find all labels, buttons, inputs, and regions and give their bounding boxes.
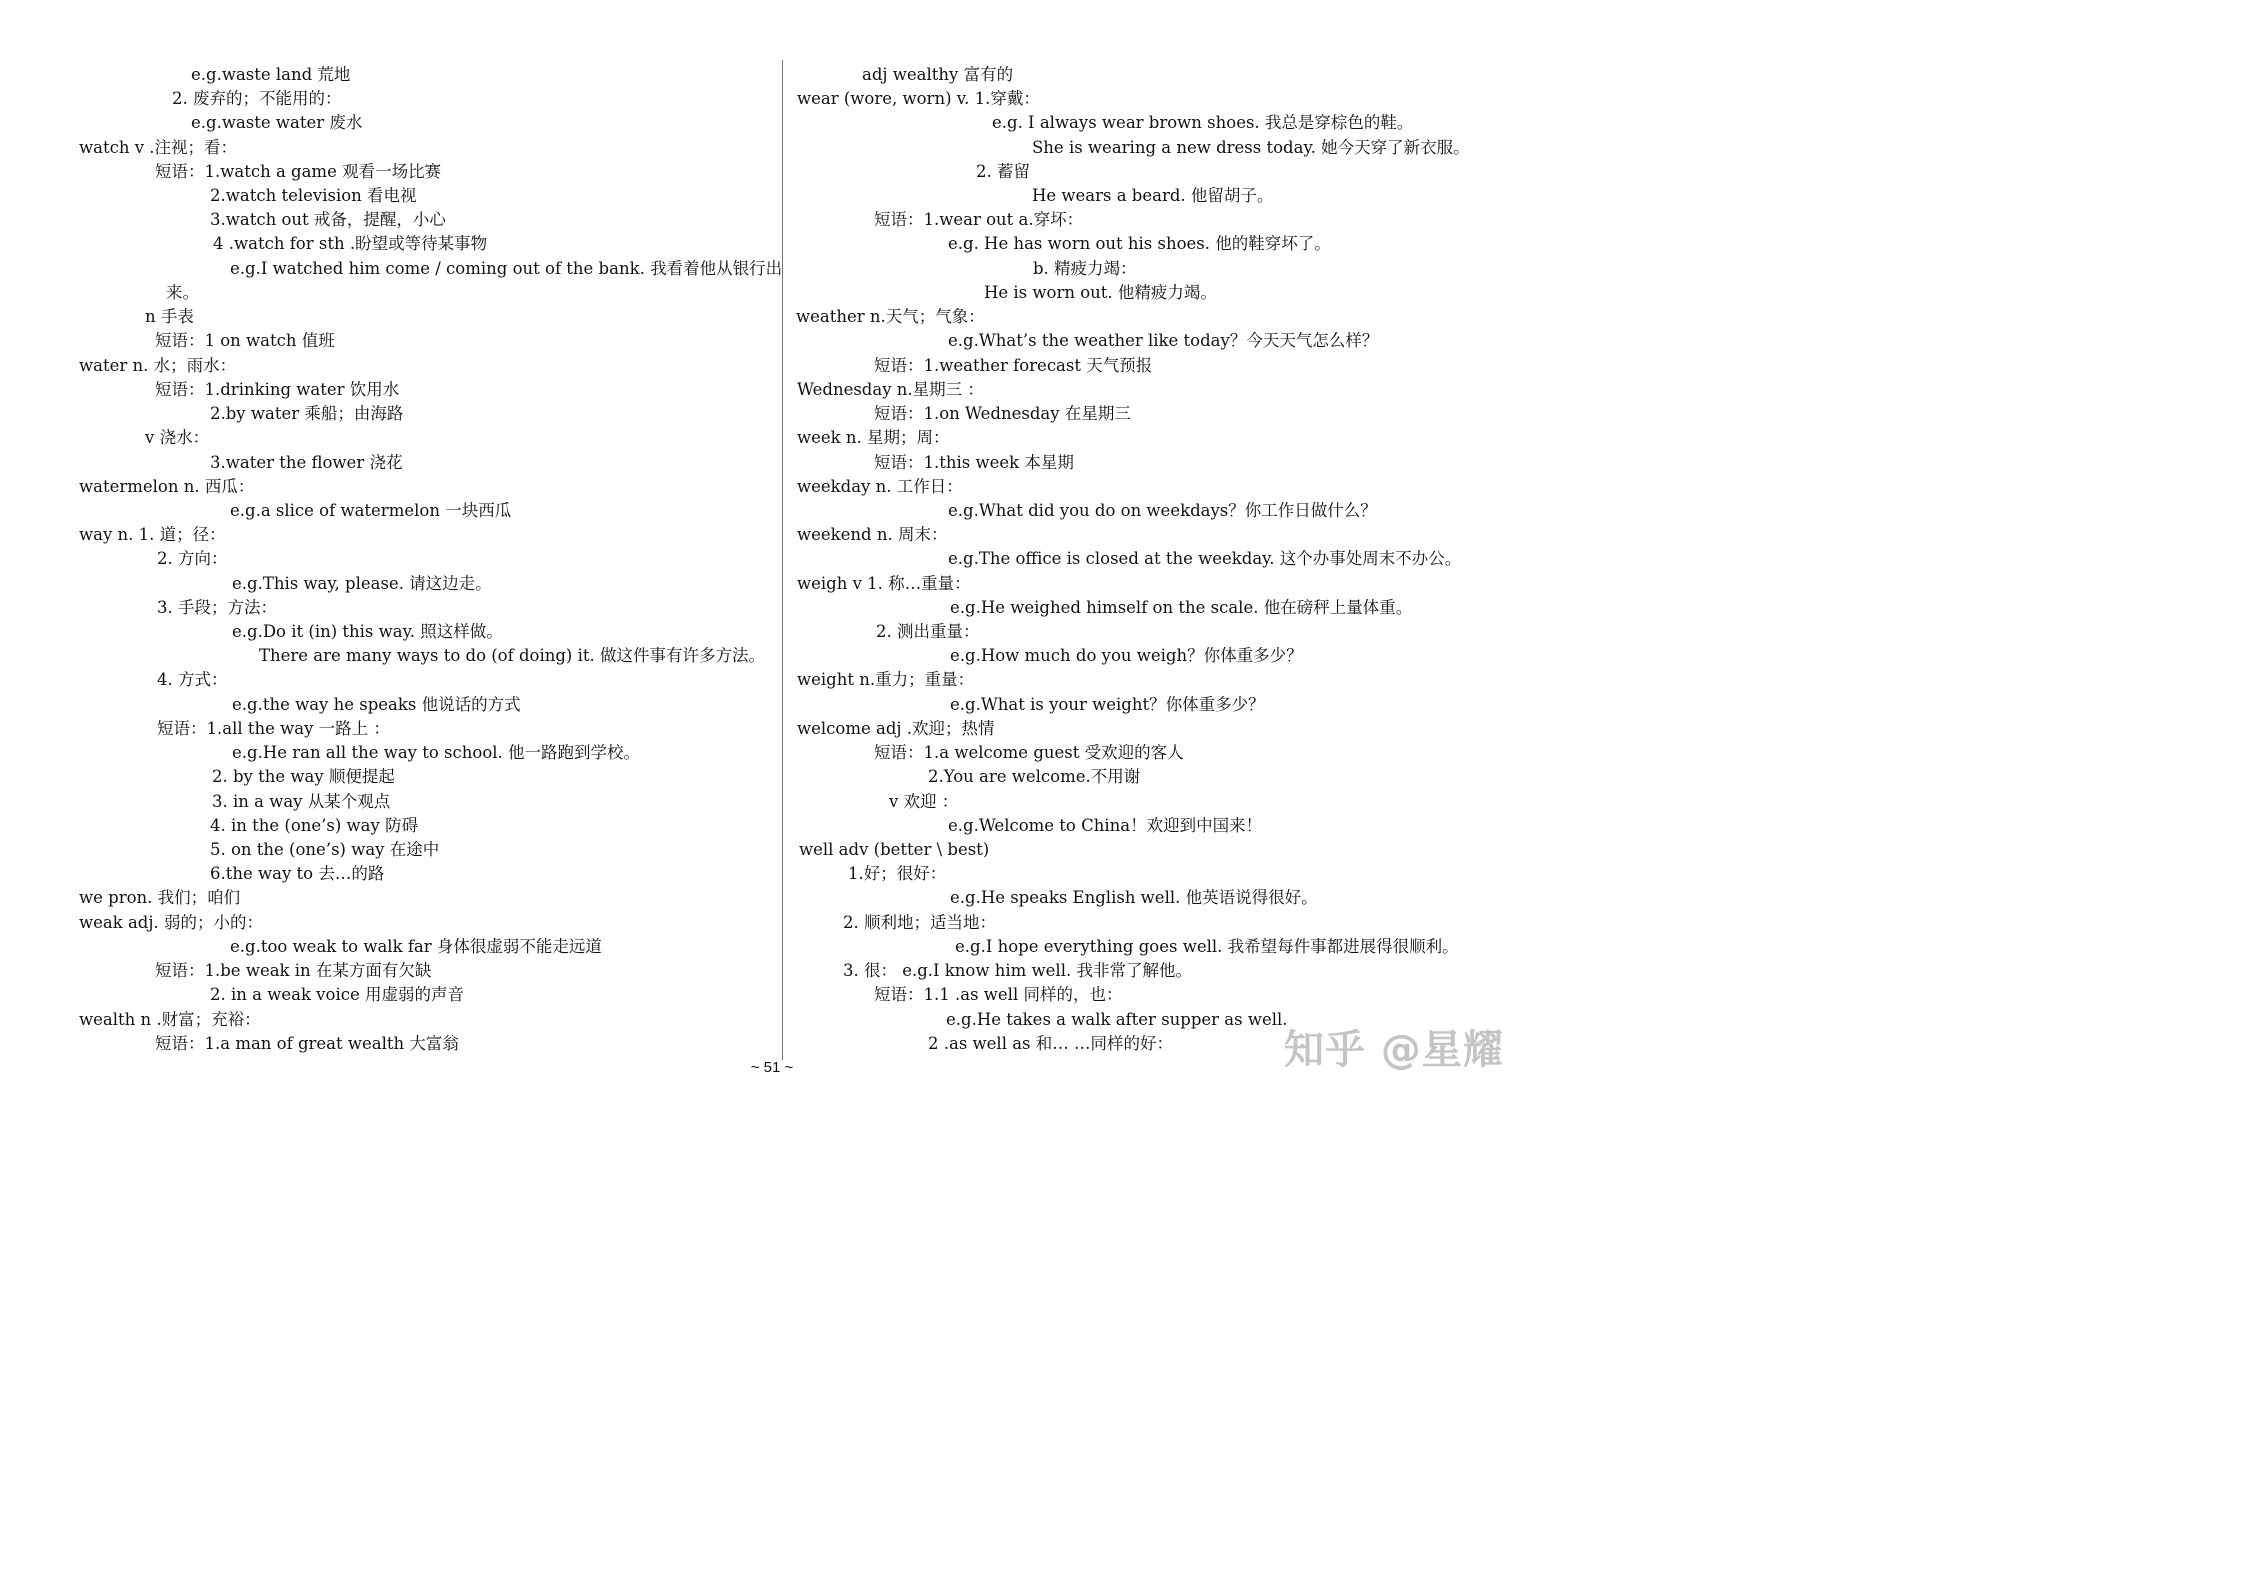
phrase-line: 短语：1.wear out a.穿坏： <box>874 210 1084 229</box>
example-line: e.g. I always wear brown shoes. 我总是穿棕色的鞋。 <box>992 113 1414 132</box>
example-line: e.g.too weak to walk far 身体很虚弱不能走远道 <box>230 937 602 956</box>
phrase-line: 短语：1.on Wednesday 在星期三 <box>874 404 1131 423</box>
example-line: e.g.The office is closed at the weekday. 这个办事处周末不办公。 <box>948 549 1462 568</box>
sense-line: 2. 测出重量： <box>876 622 980 641</box>
phrase-line: 短语：1.this week 本星期 <box>874 453 1074 472</box>
example-line: e.g.Do it (in) this way. 照这样做。 <box>232 622 503 641</box>
example-line: There are many ways to do (of doing) it. 做这件事有许多方法。 <box>259 646 766 665</box>
headword-weather: weather n.天气；气象： <box>796 307 985 326</box>
page-number: ~ 51 ~ <box>750 1059 794 1076</box>
dictionary-page <box>0 0 1544 1094</box>
headword-wear: wear (wore, worn) v. 1.穿戴： <box>797 89 1040 108</box>
example-line: He is worn out. 他精疲力竭。 <box>984 283 1217 302</box>
example-line: e.g.What’s the weather like today？今天天气怎么样？ <box>948 331 1379 350</box>
sense-line: 2. 废弃的；不能用的： <box>172 89 342 108</box>
phrase-line: 2. by the way 顺便提起 <box>212 767 395 786</box>
headword-weak: weak adj. 弱的；小的： <box>79 913 263 932</box>
example-line: e.g.This way, please. 请这边走。 <box>232 574 492 593</box>
headword-water: water n. 水；雨水： <box>79 356 237 375</box>
phrase-line: 4 .watch for sth .盼望或等待某事物 <box>213 234 488 253</box>
phrase-line: 3.water the flower 浇花 <box>210 453 403 472</box>
example-line: e.g.waste land 荒地 <box>191 65 351 84</box>
example-line: She is wearing a new dress today. 她今天穿了新衣服。 <box>1032 138 1470 157</box>
phrase-line: 2 .as well as 和… …同样的好： <box>928 1034 1174 1053</box>
example-line: e.g.waste water 废水 <box>191 113 363 132</box>
sense-line: 1.好；很好： <box>848 864 947 883</box>
phrase-line: 短语：1.be weak in 在某方面有欠缺 <box>155 961 432 980</box>
phrase-line: 短语：1 on watch 值班 <box>155 331 335 350</box>
phrase-line: 短语：1.drinking water 饮用水 <box>155 380 400 399</box>
phrase-line: 短语：1.a welcome guest 受欢迎的客人 <box>874 743 1184 762</box>
sense-line: 2. 蓄留 <box>976 162 1030 181</box>
phrase-line: 短语：1.1 .as well 同样的，也： <box>874 985 1123 1004</box>
phrase-line: 2.watch television 看电视 <box>210 186 417 205</box>
phrase-line: 2. in a weak voice 用虚弱的声音 <box>210 985 464 1004</box>
sense-line: 3. 手段；方法： <box>157 598 277 617</box>
phrase-line: 短语：1.a man of great wealth 大富翁 <box>155 1034 459 1053</box>
phrase-line: 2.by water 乘船；由海路 <box>210 404 404 423</box>
phrase-line: 短语：1.all the way 一路上 ： <box>157 719 390 738</box>
sense-line: v 浇水： <box>145 428 210 447</box>
headword-we: we pron. 我们；咱们 <box>79 888 241 907</box>
example-line: e.g.He weighed himself on the scale. 他在磅秤上量体重。 <box>950 598 1413 617</box>
headword-weekday: weekday n. 工作日： <box>797 477 963 496</box>
example-line: e.g.I watched him come / coming out of the bank. 我看着他从银行出 <box>230 259 783 278</box>
example-line: e.g.a slice of watermelon 一块西瓜 <box>230 501 512 520</box>
example-line: e.g.He takes a walk after supper as well. <box>946 1010 1288 1029</box>
example-line: e.g.I hope everything goes well. 我希望每件事都进展得很顺利。 <box>955 937 1459 956</box>
watermark: 知乎 @星耀 <box>1284 1027 1504 1073</box>
sense-line: b. 精疲力竭： <box>1033 259 1137 278</box>
sense-line: 3. 很： e.g.I know him well. 我非常了解他。 <box>843 961 1192 980</box>
phrase-line: 6.the way to 去…的路 <box>210 864 385 883</box>
example-line: e.g.He ran all the way to school. 他一路跑到学校。 <box>232 743 641 762</box>
example-line: e.g.Welcome to China！欢迎到中国来！ <box>948 816 1263 835</box>
headword-watch: watch v .注视；看： <box>79 138 238 157</box>
right-column <box>0 0 1544 1094</box>
phrase-line: 4. in the (one’s) way 防碍 <box>210 816 419 835</box>
headword-wednesday: Wednesday n.星期三 ： <box>797 380 984 399</box>
example-line: e.g. He has worn out his shoes. 他的鞋穿坏了。 <box>948 234 1331 253</box>
phrase-line: 短语：1.watch a game 观看一场比赛 <box>155 162 442 181</box>
example-line: e.g.What is your weight？你体重多少？ <box>950 695 1265 714</box>
sense-line: 4. 方式： <box>157 670 228 689</box>
sense-line: adj wealthy 富有的 <box>862 65 1014 84</box>
example-line: e.g.What did you do on weekdays？你工作日做什么？ <box>948 501 1377 520</box>
phrase-line: 短语：1.weather forecast 天气预报 <box>874 356 1153 375</box>
example-line: e.g.How much do you weigh？你体重多少？ <box>950 646 1303 665</box>
headword-weight: weight n.重力；重量： <box>797 670 975 689</box>
example-line: e.g.He speaks English well. 他英语说得很好。 <box>950 888 1318 907</box>
example-line: He wears a beard. 他留胡子。 <box>1032 186 1274 205</box>
sense-line: 2. 方向： <box>157 549 228 568</box>
headword-well: well adv (better \ best) <box>799 840 990 859</box>
phrase-line: 3.watch out 戒备，提醒，小心 <box>210 210 446 229</box>
example-line: 来。 <box>166 283 199 302</box>
phrase-line: 3. in a way 从某个观点 <box>212 792 391 811</box>
sense-line: n 手表 <box>145 307 194 326</box>
sense-line: v 欢迎 ： <box>889 792 959 811</box>
headword-week: week n. 星期；周： <box>797 428 950 447</box>
headword-welcome: welcome adj .欢迎；热情 <box>797 719 995 738</box>
phrase-line: 2.You are welcome.不用谢 <box>928 767 1141 786</box>
headword-way: way n. 1. 道；径： <box>79 525 226 544</box>
headword-watermelon: watermelon n. 西瓜： <box>79 477 255 496</box>
example-line: e.g.the way he speaks 他说话的方式 <box>232 695 521 714</box>
headword-wealth: wealth n .财富；充裕： <box>79 1010 261 1029</box>
sense-line: 2. 顺利地；适当地： <box>843 913 996 932</box>
headword-weigh: weigh v 1. 称…重量： <box>797 574 971 593</box>
phrase-line: 5. on the (one’s) way 在途中 <box>210 840 440 859</box>
headword-weekend: weekend n. 周末： <box>797 525 948 544</box>
